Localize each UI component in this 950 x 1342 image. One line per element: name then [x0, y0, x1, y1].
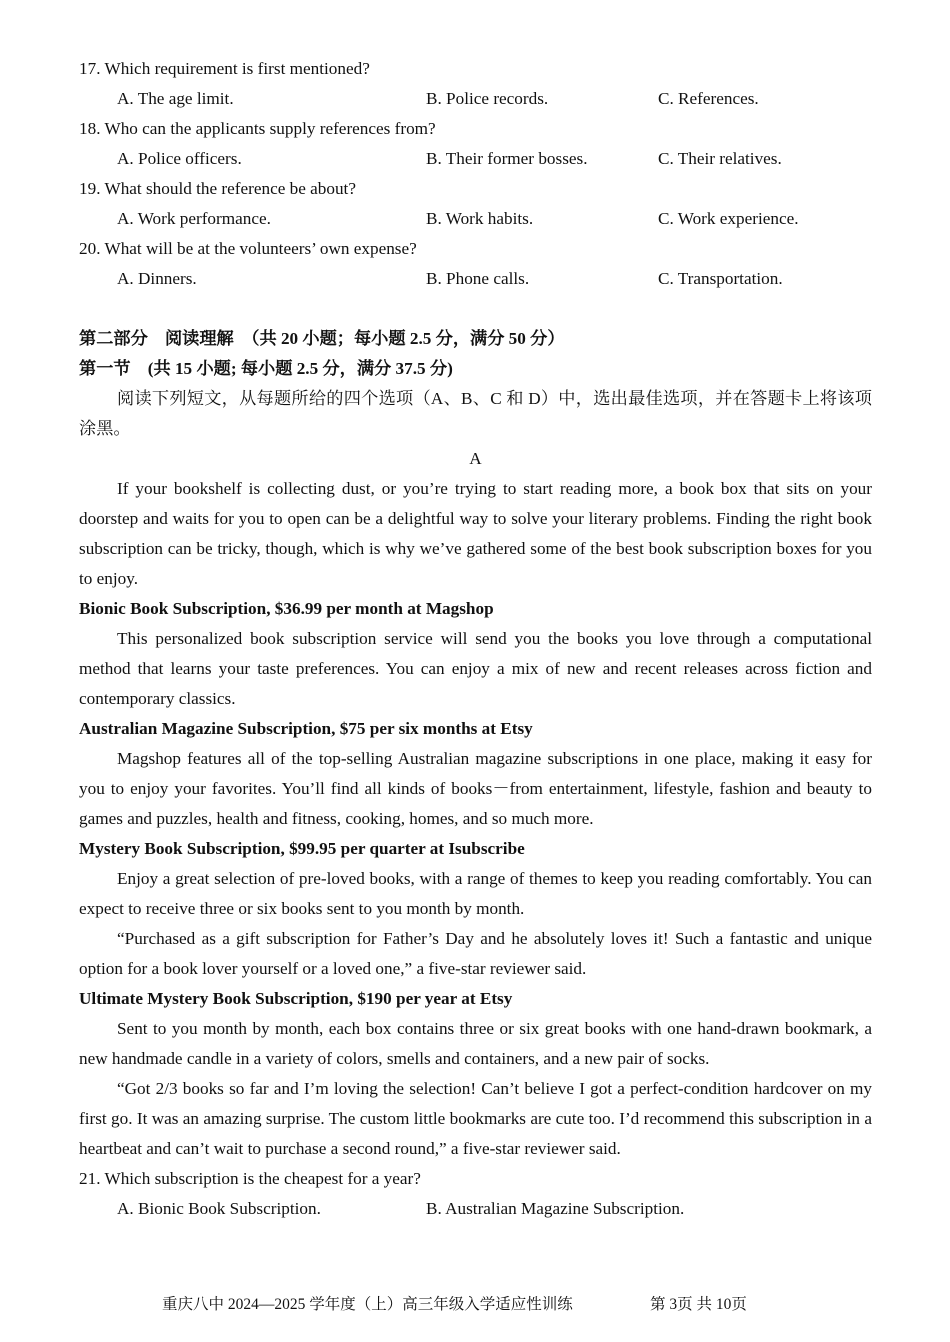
section-heading-mystery: Mystery Book Subscription, $99.95 per quarter at Isubscribe	[79, 839, 525, 858]
options-19	[79, 204, 872, 234]
question-20: 20. What will be at the volunteers’ own expense?	[79, 239, 417, 258]
options-20	[79, 264, 872, 294]
question-19: 19. What should the reference be about?	[79, 179, 356, 198]
review-paragraph: “Got 2/3 books so far and I’m loving the selection! Can’t believe I got a perfect-condition hardcover on my first go. It was an amazing surprise. The custom little bookmarks are cute too. I’d recommend this subscription in a heartbeat and can’t wait to purchase a second round,” a five-star reviewer said.	[79, 1079, 872, 1158]
options-18	[79, 144, 872, 174]
paragraph: Magshop features all of the top-selling Australian magazine subscriptions in one place, making it easy for you to enjoy your favorites. You’ll find all kinds of books－from entertainment, lifestyle, fashion and beauty to games and puzzles, health and fitness, cooking, homes, and so much more.	[79, 749, 872, 828]
option-c: C. Their relatives.	[658, 149, 782, 168]
paragraph: Sent to you month by month, each box contains three or six great books with one hand-drawn bookmark, a new handmade candle in a variety of colors, smells and containers, and a new pair of socks.	[79, 1019, 872, 1068]
question-17: 17. Which requirement is first mentioned?	[79, 59, 370, 78]
option-b: B. Australian Magazine Subscription.	[426, 1199, 685, 1218]
footer-page-number: 第 3页 共 10页	[650, 1296, 747, 1313]
review-paragraph: “Purchased as a gift subscription for Father’s Day and he absolutely loves it! Such a fantastic and unique option for a book lover yourself or a loved one,” a five-star reviewer said.	[79, 929, 872, 978]
spacer	[79, 294, 872, 324]
question-18: 18. Who can the applicants supply references from?	[79, 119, 436, 138]
options-17	[79, 84, 872, 114]
option-c: C. References.	[658, 89, 759, 108]
options-21	[79, 1194, 872, 1224]
passage-label: A	[469, 449, 482, 468]
option-c: C. Transportation.	[658, 269, 783, 288]
option-b: B. Phone calls.	[426, 269, 530, 288]
paragraph: This personalized book subscription service will send you the books you love through a computational method that learns your taste preferences. You can enjoy a mix of new and recent releases across fiction and contemporary classics.	[79, 629, 872, 708]
question-21: 21. Which subscription is the cheapest for a year?	[79, 1169, 421, 1188]
paragraph: Enjoy a great selection of pre-loved books, with a range of themes to keep you reading comfortably. You can expect to receive three or six books sent to you month by month.	[79, 869, 872, 918]
option-b: B. Police records.	[426, 89, 549, 108]
instruction-text: 阅读下列短文，从每题所给的四个选项（A、B、C 和 D）中，选出最佳选项，并在答题卡上将该项涂黑。	[79, 389, 872, 438]
option-a: A. Work performance.	[117, 209, 271, 228]
section-one-title: 第一节 (共 15 小题; 每小题 2.5 分，满分 37.5 分)	[79, 359, 453, 378]
option-b: B. Work habits.	[426, 209, 534, 228]
part-two-title: 第二部分 阅读理解 （共 20 小题；每小题 2.5 分，满分 50 分）	[79, 329, 565, 348]
option-a: A. Police officers.	[117, 149, 242, 168]
section-heading-australian: Australian Magazine Subscription, $75 per six months at Etsy	[79, 719, 533, 738]
option-b: B. Their former bosses.	[426, 149, 588, 168]
option-a: A. Bionic Book Subscription.	[117, 1199, 321, 1218]
passage-intro: If your bookshelf is collecting dust, or you’re trying to start reading more, a book box that sits on your doorstep and waits for you to open can be a delightful way to solve your literary problems. Finding the right book subscription can be tricky, though, which is why we’ve gathered some of the best book subscription boxes for you to enjoy.	[79, 479, 872, 588]
section-heading-ultimate: Ultimate Mystery Book Subscription, $190 per year at Etsy	[79, 989, 513, 1008]
option-a: A. Dinners.	[117, 269, 197, 288]
option-c: C. Work experience.	[658, 209, 799, 228]
option-a: A. The age limit.	[117, 89, 234, 108]
exam-page	[79, 54, 872, 1224]
section-heading-bionic: Bionic Book Subscription, $36.99 per month at Magshop	[79, 599, 494, 618]
footer-school: 重庆八中 2024—2025 学年度（上）高三年级入学适应性训练	[162, 1296, 573, 1313]
